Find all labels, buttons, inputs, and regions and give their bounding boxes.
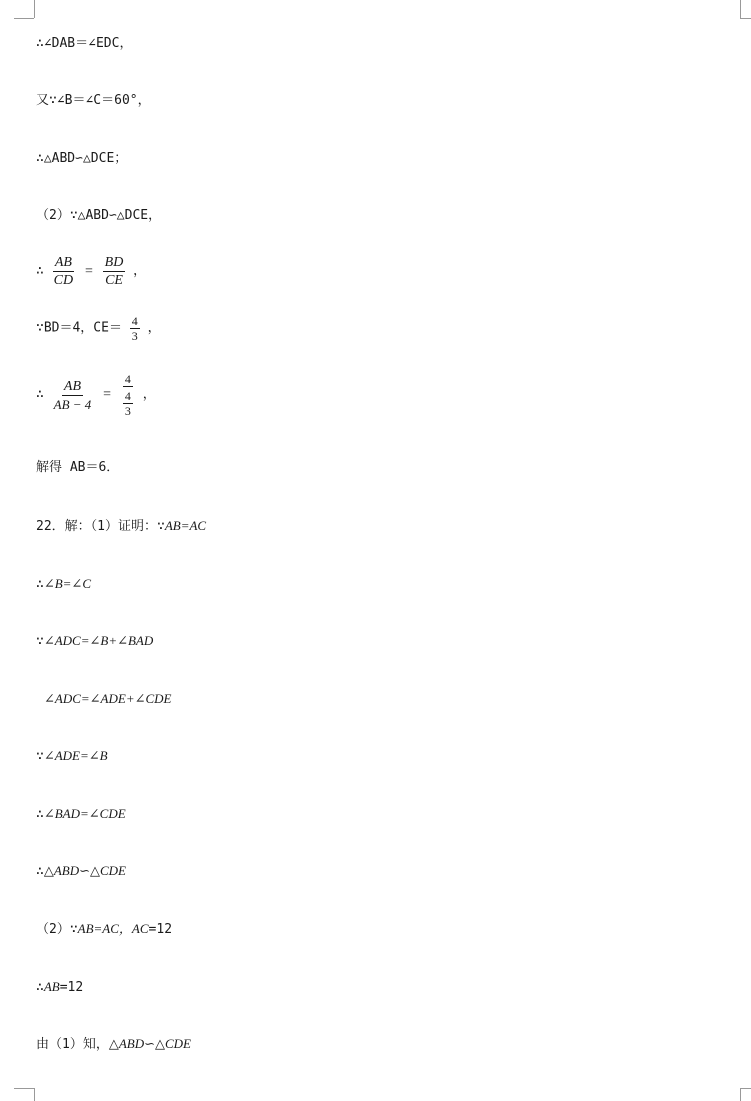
crop-mark-top-left-h: [14, 18, 34, 19]
proof-line-8: 解得 AB＝6．: [36, 460, 120, 475]
crop-mark-top-left: [34, 0, 35, 18]
proof-line-6: ∵BD＝4，CE＝ $\frac{4}{3}$ ，: [36, 314, 161, 343]
proof-line-11: ∵∠ADC=∠B+∠BAD: [36, 633, 154, 649]
proof-line-3: ∴△ABD∽△DCE；: [36, 151, 128, 166]
fraction-ab-abminus4: $\frac{AB}{AB - 4}$: [53, 378, 92, 412]
crop-mark-bottom-left-h: [14, 1088, 34, 1089]
proof-line-4: （2）∵△ABD∽△DCE，: [36, 208, 162, 223]
proof-line-18: 由（1）知，△ABD∽△CDE: [36, 1036, 191, 1052]
proof-line-1: ∴∠DAB＝∠EDC，: [36, 36, 133, 51]
crop-mark-top-right: [740, 0, 741, 18]
fraction-ab-cd: $\frac{AB}{CD}$: [53, 255, 74, 288]
crop-mark-bottom-right: [740, 1088, 741, 1101]
proof-line-13: ∵∠ADE=∠B: [36, 748, 108, 764]
proof-line-14: ∴∠BAD=∠CDE: [36, 806, 126, 822]
proof-line-16: （2）∵AB=AC，AC=12: [36, 921, 173, 937]
crop-mark-bottom-left: [34, 1088, 35, 1101]
fraction-bd-ce: $\frac{BD}{CE}$: [104, 255, 124, 288]
fraction-4-over-4-3: 4 4 3: [124, 372, 131, 418]
proof-line-7: ∴ $\frac{AB}{AB - 4}$ = 4 4 3 ，: [36, 372, 156, 418]
crop-mark-bottom-right-h: [740, 1088, 751, 1089]
proof-line-2: 又∵∠B＝∠C＝60°，: [36, 93, 151, 108]
proof-line-17: ∴AB=12: [36, 979, 84, 995]
crop-mark-top-right-h: [740, 18, 751, 19]
proof-line-12: ∠ADC=∠ADE+∠CDE: [44, 691, 172, 706]
proof-line-9: 22．解：（1）证明：∵AB=AC: [36, 518, 207, 534]
proof-line-5: ∴ $\frac{AB}{CD}$ = $\frac{BD}{CE}$ ，: [36, 255, 147, 288]
proof-line-15: ∴△ABD∽△CDE: [36, 863, 126, 879]
fraction-4-3: $\frac{4}{3}$: [131, 314, 138, 343]
proof-line-10: ∴∠B=∠C: [36, 576, 91, 592]
